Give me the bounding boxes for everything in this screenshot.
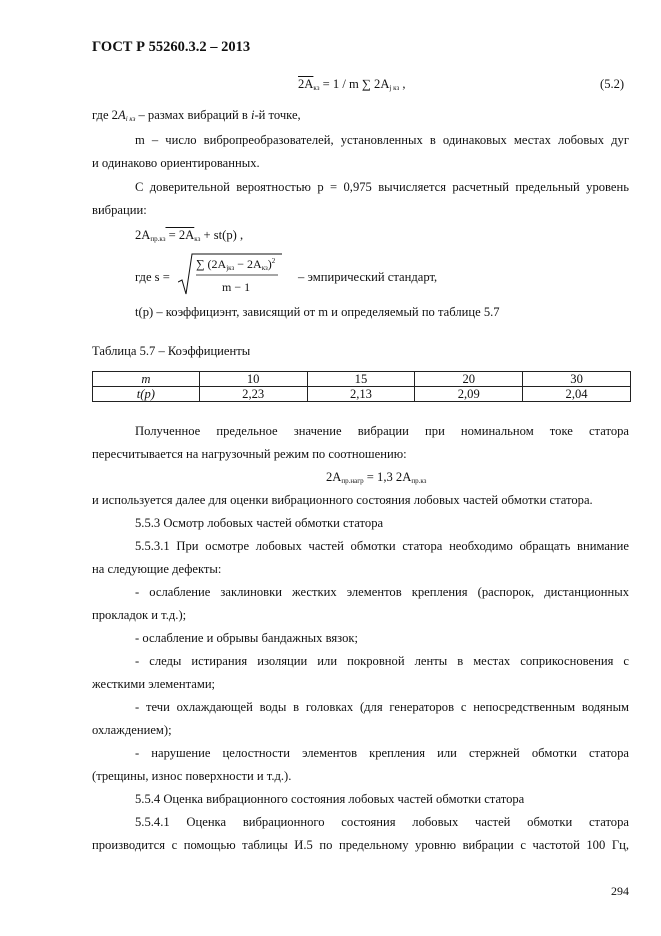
section-heading: 5.5.4 Оценка вибрационного состояния лобовых частей обмотки статора xyxy=(135,792,525,806)
formula-lhs: 2A xyxy=(298,77,314,91)
table-cell: m xyxy=(93,372,200,387)
formula-tail: , xyxy=(399,77,406,91)
list-item: жесткими элементами; xyxy=(92,677,216,691)
formula-mid: = 1 / m ∑ 2A xyxy=(319,77,390,91)
formula-sub: кз xyxy=(261,264,268,272)
table-caption: Таблица 5.7 – Коэффициенты xyxy=(92,344,251,358)
table-cell: 2,04 xyxy=(523,387,631,402)
paragraph-line: 5.5.4.1 Оценка вибрационного состояния лобовых частей обмотки статора xyxy=(135,815,629,829)
table-cell: 10 xyxy=(199,372,307,387)
table-cell: 30 xyxy=(523,372,631,387)
table-cell: 2,13 xyxy=(307,387,415,402)
paragraph-line: вибрации: xyxy=(92,203,147,217)
paragraph-line: и одинаково ориентированных. xyxy=(92,156,260,170)
table-cell: 2,23 xyxy=(199,387,307,402)
table-cell: t(p) xyxy=(93,387,200,402)
text-span: i xyxy=(250,108,255,122)
list-item: охлаждением); xyxy=(92,723,172,737)
formula-limit xyxy=(135,228,243,243)
formula-5-2 xyxy=(298,77,406,92)
coefficients-table xyxy=(92,371,631,402)
page-number: 294 xyxy=(611,884,629,898)
table-row xyxy=(93,387,631,402)
paragraph-line: С доверительной вероятностью p = 0,975 вычисляется расчетный предельный уровень xyxy=(135,180,629,194)
formula-sub: пр.кз xyxy=(150,235,166,243)
std-prefix: где s = xyxy=(135,270,170,284)
formula-mid-sub: j кз xyxy=(389,84,400,92)
list-item: (трещины, износ поверхности и т.д.). xyxy=(92,769,292,783)
formula-sub: jкз xyxy=(226,264,235,272)
formula-sub: пр.нагр xyxy=(341,477,364,485)
std-denominator: m − 1 xyxy=(222,280,251,294)
formula-part: ∑ (2A xyxy=(196,257,227,271)
formula-part: + st(p) , xyxy=(200,228,244,242)
list-item: - течи охлаждающей воды в головках (для генераторов с непосредственным водяным xyxy=(135,700,629,714)
table-cell: 2,09 xyxy=(415,387,523,402)
table-cell: 20 xyxy=(415,372,523,387)
formula-part: 2A xyxy=(135,228,151,242)
list-item: - ослабление заклиновки жестких элементов крепления (распорок, дистанционных xyxy=(135,585,629,599)
formula-lhs-sub: кз xyxy=(313,84,320,92)
document-header: ГОСТ Р 55260.3.2 – 2013 xyxy=(92,39,251,55)
paragraph-line: производится с помощью таблицы И.5 по предельному уровню вибрации с частотой 100 Гц, xyxy=(92,838,629,852)
text-span: – размах вибраций в xyxy=(135,108,251,122)
formula-part: − 2A xyxy=(234,257,262,271)
list-item: прокладок и т.д.); xyxy=(92,608,187,622)
paragraph-line xyxy=(92,108,301,123)
list-item: - нарушение целостности элементов крепления или стержней обмотки статора xyxy=(135,746,629,760)
formula-part: = 1,3 2A xyxy=(363,470,412,484)
list-item: - следы истирания изоляции или покровной ленты в местах соприкосновения с xyxy=(135,654,629,668)
paragraph-line: пересчитывается на нагрузочный режим по соотношению: xyxy=(92,447,407,461)
formula-number: (5.2) xyxy=(600,77,625,91)
paragraph-line: и используется далее для оценки вибрационного состояния лобовых частей обмотки статора. xyxy=(92,493,593,507)
formula-part: = 2A xyxy=(165,228,195,242)
std-description: – эмпирический стандарт, xyxy=(298,270,438,284)
paragraph-line: Полученное предельное значение вибрации при номинальном токе статора xyxy=(135,424,629,438)
formula-sub: пр.кз xyxy=(411,477,427,485)
list-item: - ослабление и обрывы бандажных вязок; xyxy=(135,631,358,645)
formula-part: 2A xyxy=(326,470,342,484)
text-span: где 2 xyxy=(92,108,118,122)
text-span: A xyxy=(117,108,126,122)
paragraph-line: 5.5.3.1 При осмотре лобовых частей обмотки статора необходимо обращать внимание xyxy=(135,539,629,553)
std-numerator xyxy=(196,257,275,272)
paragraph-line: m – число вибропреобразователей, установленных в одинаковых местах лобовых дуг xyxy=(135,133,629,147)
paragraph-line: на следующие дефекты: xyxy=(92,562,222,576)
paragraph-line: t(p) – коэффициэнт, зависящий от m и определяемый по таблице 5.7 xyxy=(135,305,500,319)
section-heading: 5.5.3 Осмотр лобовых частей обмотки статора xyxy=(135,516,384,530)
text-span: -й точке, xyxy=(254,108,301,122)
formula-power: 2 xyxy=(271,257,276,265)
formula-sub: кз xyxy=(194,235,201,243)
formula-part: ) xyxy=(267,257,272,271)
table-cell: 15 xyxy=(307,372,415,387)
text-sub: i кз xyxy=(125,115,136,123)
table-row xyxy=(93,372,631,387)
formula-load xyxy=(326,470,426,485)
